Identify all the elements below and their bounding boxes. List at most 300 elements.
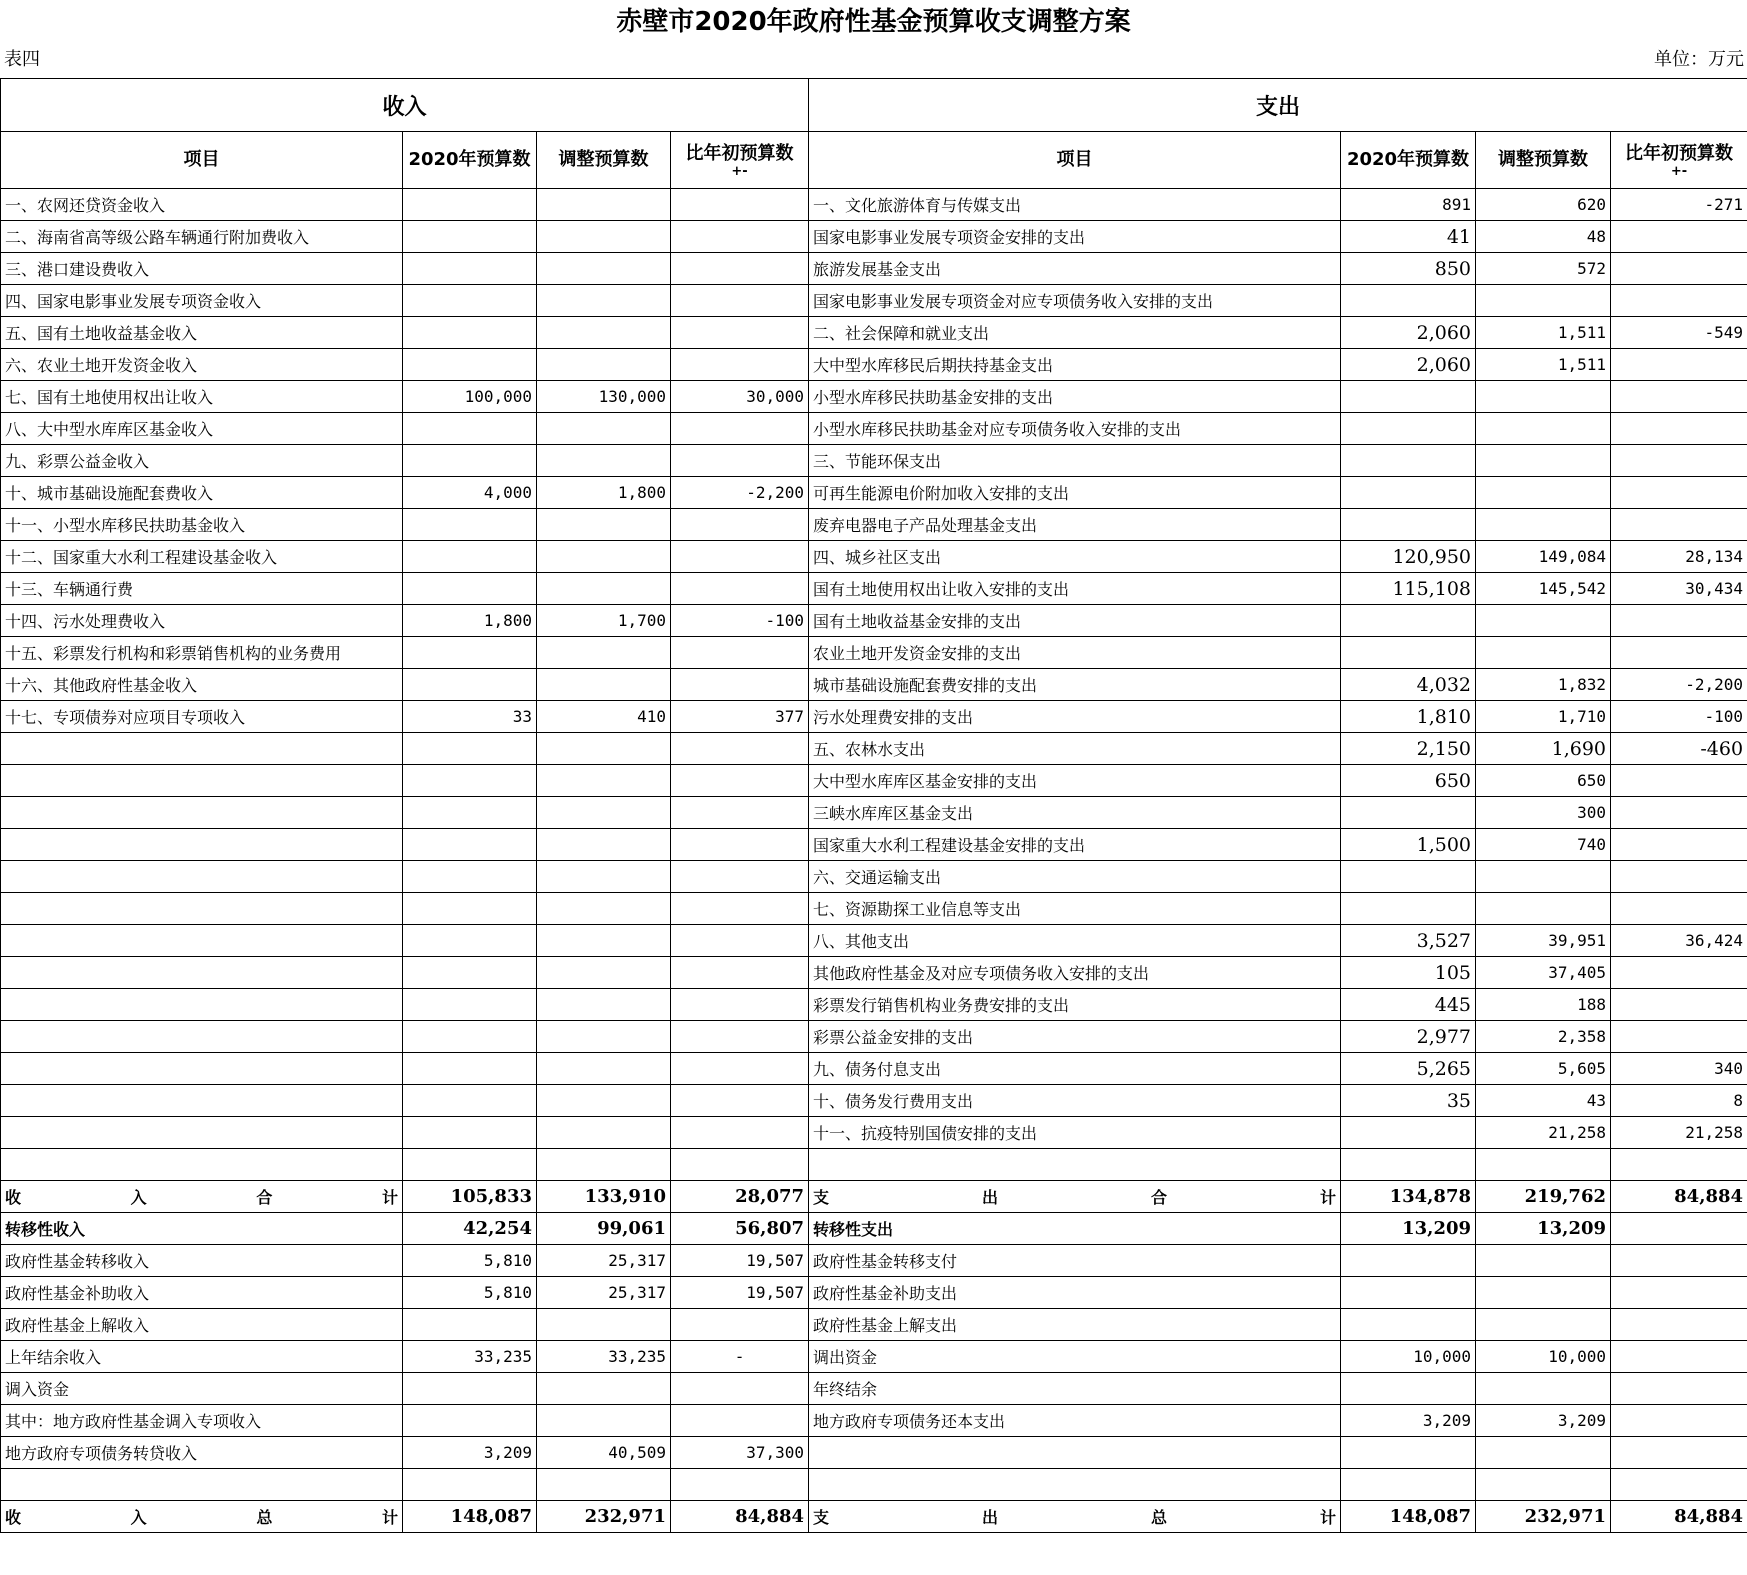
income-budget-cell bbox=[403, 797, 537, 829]
income-adjusted-cell: 1,700 bbox=[537, 605, 671, 637]
expense-item-cell: 二、社会保障和就业支出 bbox=[809, 317, 1341, 349]
expense-item-cell: 国家电影事业发展专项资金对应专项债务收入安排的支出 bbox=[809, 285, 1341, 317]
income-item-cell: 十六、其他政府性基金收入 bbox=[1, 669, 403, 701]
expense-budget-cell bbox=[1341, 1245, 1476, 1277]
income-adjusted-cell bbox=[537, 797, 671, 829]
expense-adjusted-cell bbox=[1476, 285, 1611, 317]
expense-item-cell: 污水处理费安排的支出 bbox=[809, 701, 1341, 733]
expense-diff-cell bbox=[1611, 797, 1747, 829]
expense-budget-cell bbox=[1341, 1277, 1476, 1309]
income-adjusted-cell bbox=[537, 1085, 671, 1117]
expense-item-cell: 政府性基金上解支出 bbox=[809, 1309, 1341, 1341]
table-row bbox=[1, 1213, 1747, 1245]
table-row bbox=[1, 957, 1747, 989]
expense-diff-cell bbox=[1611, 1213, 1747, 1245]
income-adjusted-cell: 232,971 bbox=[537, 1501, 671, 1533]
income-item-cell bbox=[1, 765, 403, 797]
expense-adjusted-cell bbox=[1476, 1373, 1611, 1405]
income-item-cell: 一、农网还贷资金收入 bbox=[1, 189, 403, 221]
expense-diff-cell bbox=[1611, 765, 1747, 797]
income-diff-cell bbox=[671, 1053, 809, 1085]
expense-adjusted-cell: 43 bbox=[1476, 1085, 1611, 1117]
income-budget-cell bbox=[403, 989, 537, 1021]
income-adjusted-cell bbox=[537, 541, 671, 573]
income-item-cell: 五、国有土地收益基金收入 bbox=[1, 317, 403, 349]
income-adjusted-cell: 410 bbox=[537, 701, 671, 733]
income-diff-cell: 19,507 bbox=[671, 1277, 809, 1309]
income-budget-cell bbox=[403, 1085, 537, 1117]
income-adjusted-cell bbox=[537, 285, 671, 317]
expense-item-cell: 年终结余 bbox=[809, 1373, 1341, 1405]
income-adjusted-cell bbox=[537, 733, 671, 765]
income-budget-cell bbox=[403, 509, 537, 541]
expense-diff-cell bbox=[1611, 989, 1747, 1021]
expense-item-cell: 五、农林水支出 bbox=[809, 733, 1341, 765]
expense-budget-cell bbox=[1341, 797, 1476, 829]
income-diff-cell bbox=[671, 573, 809, 605]
expense-diff-cell bbox=[1611, 1373, 1747, 1405]
expense-diff-cell bbox=[1611, 829, 1747, 861]
expense-budget-cell: 850 bbox=[1341, 253, 1476, 285]
expense-budget-cell bbox=[1341, 381, 1476, 413]
income-adjusted-cell: 25,317 bbox=[537, 1277, 671, 1309]
income-diff-header-sign: +- bbox=[731, 163, 748, 179]
expense-budget-cell bbox=[1341, 445, 1476, 477]
income-item-cell: 调入资金 bbox=[1, 1373, 403, 1405]
income-adjusted-cell bbox=[537, 1117, 671, 1149]
expense-item-cell: 一、文化旅游体育与传媒支出 bbox=[809, 189, 1341, 221]
expense-diff-cell: 28,134 bbox=[1611, 541, 1747, 573]
income-budget-cell bbox=[403, 1053, 537, 1085]
expense-diff-cell bbox=[1611, 445, 1747, 477]
expense-item-cell bbox=[809, 1437, 1341, 1469]
page-title: 赤壁市2020年政府性基金预算收支调整方案 bbox=[616, 7, 1131, 37]
table-row bbox=[1, 445, 1747, 477]
income-diff-cell bbox=[671, 1117, 809, 1149]
income-budget-cell bbox=[403, 349, 537, 381]
table-row bbox=[1, 189, 1747, 221]
expense-adjusted-cell bbox=[1476, 1245, 1611, 1277]
expense-adjusted-cell bbox=[1476, 509, 1611, 541]
income-item-cell: 十四、污水处理费收入 bbox=[1, 605, 403, 637]
income-budget-cell bbox=[403, 861, 537, 893]
table-row bbox=[1, 1149, 1747, 1181]
expense-item-cell: 大中型水库移民后期扶持基金支出 bbox=[809, 349, 1341, 381]
expense-diff-cell bbox=[1611, 1245, 1747, 1277]
income-item-cell: 四、国家电影事业发展专项资金收入 bbox=[1, 285, 403, 317]
income-item-cell: 二、海南省高等级公路车辆通行附加费收入 bbox=[1, 221, 403, 253]
expense-budget-cell: 650 bbox=[1341, 765, 1476, 797]
expense-diff-cell bbox=[1611, 349, 1747, 381]
expense-diff-header bbox=[1611, 132, 1747, 189]
expense-adjusted-cell bbox=[1476, 1277, 1611, 1309]
expense-budget-cell: 2,977 bbox=[1341, 1021, 1476, 1053]
expense-item-cell: 国有土地收益基金安排的支出 bbox=[809, 605, 1341, 637]
income-budget-cell bbox=[403, 765, 537, 797]
income-adjusted-cell bbox=[537, 1149, 671, 1181]
expense-adjusted-cell bbox=[1476, 1469, 1611, 1501]
table-row bbox=[1, 733, 1747, 765]
expense-budget-cell bbox=[1341, 1309, 1476, 1341]
expense-item-cell: 三、节能环保支出 bbox=[809, 445, 1341, 477]
income-adjusted-cell: 130,000 bbox=[537, 381, 671, 413]
income-adjusted-cell bbox=[537, 1309, 671, 1341]
expense-adjusted-cell: 10,000 bbox=[1476, 1341, 1611, 1373]
expense-diff-cell: -271 bbox=[1611, 189, 1747, 221]
table-row bbox=[1, 541, 1747, 573]
expense-item-cell: 十一、抗疫特别国债安排的支出 bbox=[809, 1117, 1341, 1149]
table-row bbox=[1, 1245, 1747, 1277]
expense-adjusted-cell: 1,511 bbox=[1476, 349, 1611, 381]
expense-diff-cell bbox=[1611, 413, 1747, 445]
table-row bbox=[1, 1437, 1747, 1469]
income-item-header: 项目 bbox=[1, 132, 403, 189]
income-budget-cell bbox=[403, 669, 537, 701]
expense-item-cell: 国家电影事业发展专项资金安排的支出 bbox=[809, 221, 1341, 253]
expense-diff-cell: 84,884 bbox=[1611, 1181, 1747, 1213]
income-adjusted-cell: 33,235 bbox=[537, 1341, 671, 1373]
expense-diff-cell bbox=[1611, 477, 1747, 509]
expense-item-cell: 转移性支出 bbox=[809, 1213, 1341, 1245]
expense-adjusted-cell bbox=[1476, 861, 1611, 893]
expense-item-cell: 七、资源勘探工业信息等支出 bbox=[809, 893, 1341, 925]
income-item-cell bbox=[1, 861, 403, 893]
income-diff-cell bbox=[671, 349, 809, 381]
income-adjusted-cell bbox=[537, 317, 671, 349]
income-item-cell bbox=[1, 1021, 403, 1053]
income-diff-cell bbox=[671, 989, 809, 1021]
expense-diff-cell bbox=[1611, 381, 1747, 413]
expense-item-cell: 彩票发行销售机构业务费安排的支出 bbox=[809, 989, 1341, 1021]
expense-budget-cell: 2,060 bbox=[1341, 317, 1476, 349]
expense-budget-cell: 13,209 bbox=[1341, 1213, 1476, 1245]
expense-diff-cell: -549 bbox=[1611, 317, 1747, 349]
expense-budget-cell: 134,878 bbox=[1341, 1181, 1476, 1213]
expense-item-cell: 城市基础设施配套费安排的支出 bbox=[809, 669, 1341, 701]
income-budget-cell bbox=[403, 413, 537, 445]
income-item-cell: 七、国有土地使用权出让收入 bbox=[1, 381, 403, 413]
expense-budget-cell: 2,150 bbox=[1341, 733, 1476, 765]
expense-adjusted-cell: 300 bbox=[1476, 797, 1611, 829]
expense-diff-cell bbox=[1611, 253, 1747, 285]
table-row bbox=[1, 1501, 1747, 1533]
expense-adjusted-cell: 1,710 bbox=[1476, 701, 1611, 733]
income-adjusted-cell: 40,509 bbox=[537, 1437, 671, 1469]
income-item-cell: 三、港口建设费收入 bbox=[1, 253, 403, 285]
income-adjusted-cell bbox=[537, 669, 671, 701]
income-budget-cell bbox=[403, 733, 537, 765]
table-row bbox=[1, 221, 1747, 253]
table-row bbox=[1, 381, 1747, 413]
expense-adjusted-cell: 232,971 bbox=[1476, 1501, 1611, 1533]
income-adjusted-cell bbox=[537, 509, 671, 541]
expense-adjusted-cell: 37,405 bbox=[1476, 957, 1611, 989]
expense-budget-cell: 41 bbox=[1341, 221, 1476, 253]
table-row bbox=[1, 1053, 1747, 1085]
income-item-cell bbox=[1, 797, 403, 829]
income-item-cell bbox=[1, 925, 403, 957]
income-diff-cell: 56,807 bbox=[671, 1213, 809, 1245]
income-diff-cell: 37,300 bbox=[671, 1437, 809, 1469]
expense-budget-cell bbox=[1341, 1437, 1476, 1469]
expense-budget-cell: 445 bbox=[1341, 989, 1476, 1021]
income-diff-cell bbox=[671, 733, 809, 765]
table-row bbox=[1, 1277, 1747, 1309]
income-budget-cell: 33 bbox=[403, 701, 537, 733]
table-row bbox=[1, 829, 1747, 861]
expense-adjusted-cell: 1,690 bbox=[1476, 733, 1611, 765]
income-item-cell: 十一、小型水库移民扶助基金收入 bbox=[1, 509, 403, 541]
income-budget-cell: 1,800 bbox=[403, 605, 537, 637]
expense-budget-cell bbox=[1341, 509, 1476, 541]
expense-budget-cell bbox=[1341, 1149, 1476, 1181]
income-adjusted-cell bbox=[537, 765, 671, 797]
income-adjusted-cell bbox=[537, 573, 671, 605]
income-item-cell: 十七、专项债券对应项目专项收入 bbox=[1, 701, 403, 733]
expense-adjusted-cell: 219,762 bbox=[1476, 1181, 1611, 1213]
income-diff-cell bbox=[671, 1149, 809, 1181]
income-diff-cell bbox=[671, 1309, 809, 1341]
income-diff-cell: 377 bbox=[671, 701, 809, 733]
table-row bbox=[1, 413, 1747, 445]
table-row bbox=[1, 669, 1747, 701]
income-item-cell: 收入总计 bbox=[1, 1501, 403, 1533]
income-diff-cell bbox=[671, 445, 809, 477]
income-adjusted-cell bbox=[537, 829, 671, 861]
expense-adjusted-cell bbox=[1476, 381, 1611, 413]
expense-budget-header: 2020年预算数 bbox=[1341, 132, 1476, 189]
income-section-header: 收入 bbox=[1, 79, 809, 132]
expense-item-cell: 三峡水库库区基金支出 bbox=[809, 797, 1341, 829]
expense-item-cell: 可再生能源电价附加收入安排的支出 bbox=[809, 477, 1341, 509]
expense-budget-cell bbox=[1341, 1469, 1476, 1501]
expense-budget-cell bbox=[1341, 285, 1476, 317]
income-item-cell bbox=[1, 733, 403, 765]
table-row bbox=[1, 1405, 1747, 1437]
income-adjusted-cell bbox=[537, 637, 671, 669]
expense-adjusted-cell: 740 bbox=[1476, 829, 1611, 861]
table-row bbox=[1, 253, 1747, 285]
table-row bbox=[1, 1021, 1747, 1053]
income-item-cell: 上年结余收入 bbox=[1, 1341, 403, 1373]
income-diff-cell bbox=[671, 1085, 809, 1117]
expense-adjusted-cell: 188 bbox=[1476, 989, 1611, 1021]
income-item-cell: 九、彩票公益金收入 bbox=[1, 445, 403, 477]
expense-budget-cell: 10,000 bbox=[1341, 1341, 1476, 1373]
column-header-row bbox=[1, 132, 1747, 189]
income-diff-cell bbox=[671, 317, 809, 349]
expense-budget-cell bbox=[1341, 893, 1476, 925]
expense-diff-cell: 36,424 bbox=[1611, 925, 1747, 957]
income-budget-cell bbox=[403, 541, 537, 573]
expense-item-cell: 政府性基金补助支出 bbox=[809, 1277, 1341, 1309]
expense-diff-header-label: 比年初预算数 bbox=[1625, 142, 1734, 164]
income-budget-cell: 5,810 bbox=[403, 1245, 537, 1277]
income-diff-cell: -100 bbox=[671, 605, 809, 637]
expense-budget-cell bbox=[1341, 637, 1476, 669]
expense-diff-cell: -100 bbox=[1611, 701, 1747, 733]
expense-budget-cell bbox=[1341, 413, 1476, 445]
income-diff-cell: 30,000 bbox=[671, 381, 809, 413]
income-item-cell bbox=[1, 1053, 403, 1085]
expense-item-cell: 国家重大水利工程建设基金安排的支出 bbox=[809, 829, 1341, 861]
income-item-cell bbox=[1, 1085, 403, 1117]
expense-diff-cell: 8 bbox=[1611, 1085, 1747, 1117]
table-row bbox=[1, 797, 1747, 829]
expense-diff-header-sign: +- bbox=[1670, 163, 1688, 179]
income-diff-cell bbox=[671, 1021, 809, 1053]
expense-item-cell: 其他政府性基金及对应专项债务收入安排的支出 bbox=[809, 957, 1341, 989]
income-item-cell bbox=[1, 1149, 403, 1181]
expense-adjusted-cell: 620 bbox=[1476, 189, 1611, 221]
expense-diff-cell bbox=[1611, 1149, 1747, 1181]
expense-adjusted-cell: 1,832 bbox=[1476, 669, 1611, 701]
expense-item-header: 项目 bbox=[809, 132, 1341, 189]
expense-adjusted-cell bbox=[1476, 1309, 1611, 1341]
income-budget-cell bbox=[403, 1021, 537, 1053]
expense-diff-cell bbox=[1611, 1277, 1747, 1309]
table-row bbox=[1, 1117, 1747, 1149]
income-item-cell: 十、城市基础设施配套费收入 bbox=[1, 477, 403, 509]
income-budget-cell bbox=[403, 189, 537, 221]
expense-budget-cell: 4,032 bbox=[1341, 669, 1476, 701]
income-diff-cell bbox=[671, 221, 809, 253]
income-budget-cell bbox=[403, 445, 537, 477]
income-diff-cell bbox=[671, 1405, 809, 1437]
table-row bbox=[1, 1469, 1747, 1501]
income-item-cell bbox=[1, 829, 403, 861]
expense-budget-cell bbox=[1341, 861, 1476, 893]
income-diff-cell bbox=[671, 797, 809, 829]
income-adjusted-cell bbox=[537, 861, 671, 893]
expense-diff-cell: 30,434 bbox=[1611, 573, 1747, 605]
income-adjusted-cell bbox=[537, 445, 671, 477]
expense-diff-cell bbox=[1611, 605, 1747, 637]
income-diff-cell bbox=[671, 829, 809, 861]
budget-table bbox=[0, 78, 1747, 1533]
expense-diff-cell bbox=[1611, 957, 1747, 989]
income-adjusted-cell bbox=[537, 413, 671, 445]
expense-item-cell: 支出合计 bbox=[809, 1181, 1341, 1213]
expense-adjusted-header: 调整预算数 bbox=[1476, 132, 1611, 189]
expense-adjusted-cell: 149,084 bbox=[1476, 541, 1611, 573]
income-diff-cell: - bbox=[671, 1341, 809, 1373]
income-adjusted-cell bbox=[537, 893, 671, 925]
table-row bbox=[1, 925, 1747, 957]
income-item-cell: 政府性基金转移收入 bbox=[1, 1245, 403, 1277]
expense-diff-cell bbox=[1611, 637, 1747, 669]
expense-adjusted-cell bbox=[1476, 445, 1611, 477]
expense-item-cell: 八、其他支出 bbox=[809, 925, 1341, 957]
expense-diff-cell: 21,258 bbox=[1611, 1117, 1747, 1149]
income-diff-cell bbox=[671, 1373, 809, 1405]
income-item-cell: 八、大中型水库库区基金收入 bbox=[1, 413, 403, 445]
expense-budget-cell bbox=[1341, 605, 1476, 637]
income-budget-cell bbox=[403, 957, 537, 989]
expense-adjusted-cell: 3,209 bbox=[1476, 1405, 1611, 1437]
expense-item-cell bbox=[809, 1469, 1341, 1501]
income-item-cell bbox=[1, 957, 403, 989]
expense-budget-cell: 1,500 bbox=[1341, 829, 1476, 861]
expense-budget-cell: 5,265 bbox=[1341, 1053, 1476, 1085]
income-adjusted-cell bbox=[537, 1405, 671, 1437]
expense-diff-cell bbox=[1611, 1437, 1747, 1469]
income-adjusted-cell bbox=[537, 925, 671, 957]
expense-adjusted-cell: 48 bbox=[1476, 221, 1611, 253]
income-budget-cell bbox=[403, 1149, 537, 1181]
income-item-cell: 政府性基金上解收入 bbox=[1, 1309, 403, 1341]
income-budget-cell: 33,235 bbox=[403, 1341, 537, 1373]
income-adjusted-cell bbox=[537, 349, 671, 381]
income-budget-cell bbox=[403, 253, 537, 285]
expense-adjusted-cell: 13,209 bbox=[1476, 1213, 1611, 1245]
income-adjusted-header: 调整预算数 bbox=[537, 132, 671, 189]
table-row bbox=[1, 285, 1747, 317]
expense-budget-cell: 2,060 bbox=[1341, 349, 1476, 381]
income-diff-header bbox=[671, 132, 809, 189]
expense-item-cell: 九、债务付息支出 bbox=[809, 1053, 1341, 1085]
expense-diff-cell bbox=[1611, 1341, 1747, 1373]
table-row bbox=[1, 317, 1747, 349]
income-budget-cell bbox=[403, 221, 537, 253]
income-budget-cell bbox=[403, 1469, 537, 1501]
expense-budget-cell: 1,810 bbox=[1341, 701, 1476, 733]
income-diff-cell bbox=[671, 1469, 809, 1501]
income-diff-cell bbox=[671, 925, 809, 957]
income-item-cell: 转移性收入 bbox=[1, 1213, 403, 1245]
expense-adjusted-cell bbox=[1476, 1149, 1611, 1181]
expense-item-cell: 六、交通运输支出 bbox=[809, 861, 1341, 893]
unit-label: 单位：万元 bbox=[1654, 49, 1744, 70]
table-row bbox=[1, 477, 1747, 509]
table-row bbox=[1, 701, 1747, 733]
table-row bbox=[1, 1181, 1747, 1213]
expense-item-cell: 旅游发展基金支出 bbox=[809, 253, 1341, 285]
income-adjusted-cell: 1,800 bbox=[537, 477, 671, 509]
expense-diff-cell: 84,884 bbox=[1611, 1501, 1747, 1533]
expense-adjusted-cell: 1,511 bbox=[1476, 317, 1611, 349]
income-diff-cell bbox=[671, 285, 809, 317]
expense-budget-cell bbox=[1341, 477, 1476, 509]
expense-budget-cell bbox=[1341, 1117, 1476, 1149]
income-budget-cell bbox=[403, 893, 537, 925]
income-diff-cell: 84,884 bbox=[671, 1501, 809, 1533]
income-item-cell: 地方政府专项债务转贷收入 bbox=[1, 1437, 403, 1469]
income-budget-cell: 42,254 bbox=[403, 1213, 537, 1245]
income-budget-cell: 148,087 bbox=[403, 1501, 537, 1533]
expense-item-cell: 小型水库移民扶助基金对应专项债务收入安排的支出 bbox=[809, 413, 1341, 445]
expense-diff-cell: 340 bbox=[1611, 1053, 1747, 1085]
income-diff-cell bbox=[671, 669, 809, 701]
section-header-row bbox=[1, 79, 1747, 132]
expense-adjusted-cell: 39,951 bbox=[1476, 925, 1611, 957]
income-budget-cell bbox=[403, 637, 537, 669]
table-row bbox=[1, 1373, 1747, 1405]
expense-item-cell: 四、城乡社区支出 bbox=[809, 541, 1341, 573]
income-item-cell bbox=[1, 1117, 403, 1149]
income-budget-cell: 5,810 bbox=[403, 1277, 537, 1309]
expense-budget-cell: 105 bbox=[1341, 957, 1476, 989]
expense-adjusted-cell bbox=[1476, 605, 1611, 637]
income-item-cell: 十五、彩票发行机构和彩票销售机构的业务费用 bbox=[1, 637, 403, 669]
income-diff-cell bbox=[671, 765, 809, 797]
table-row bbox=[1, 893, 1747, 925]
expense-item-cell bbox=[809, 1149, 1341, 1181]
table-number: 表四 bbox=[4, 49, 40, 70]
income-item-cell bbox=[1, 1469, 403, 1501]
expense-budget-cell bbox=[1341, 1373, 1476, 1405]
expense-adjusted-cell bbox=[1476, 413, 1611, 445]
